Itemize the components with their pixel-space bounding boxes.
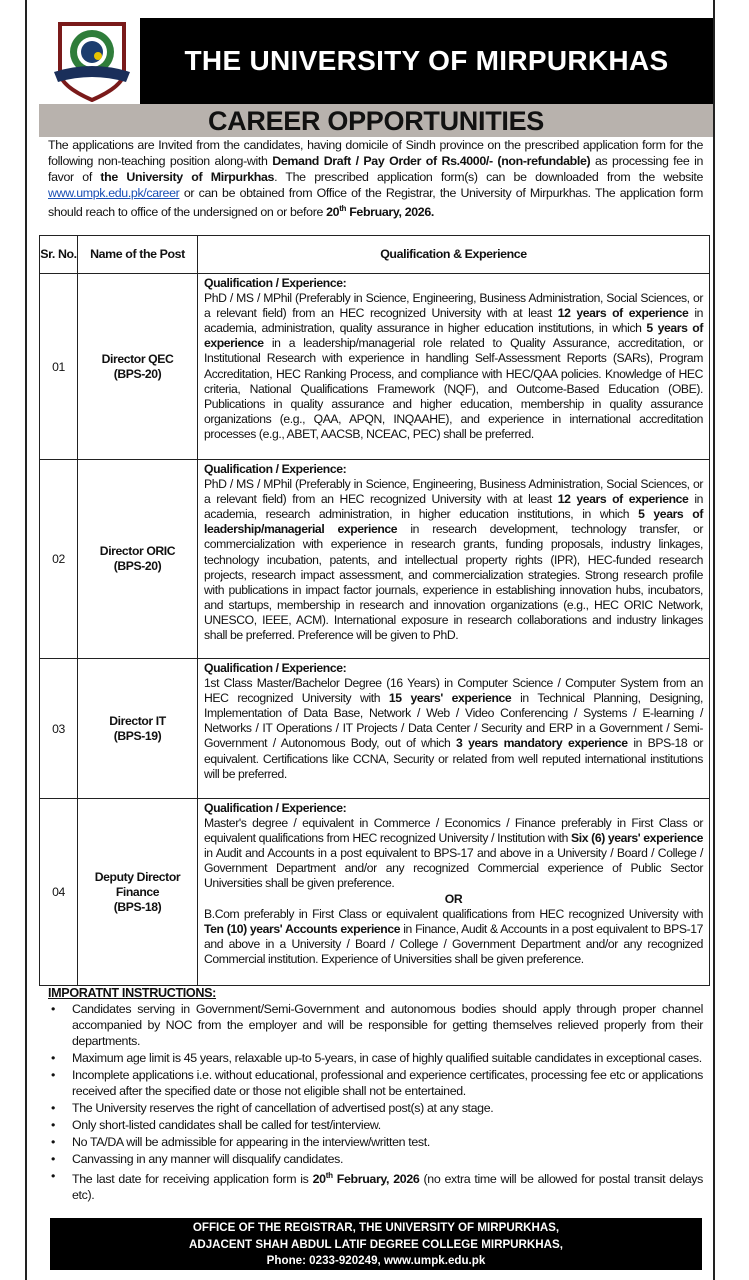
text-segment: The applications are Invited from the candidates, having domicile of Sindh province on the prescribed application form for the following non-teaching position along-with — [48, 138, 703, 168]
header-qualification: Qualification & Experience — [198, 236, 710, 274]
text-segment: No TA/DA will be admissible for appearing in the interview/written test. — [72, 1135, 430, 1149]
text-segment: in a leadership/managerial role related to Quality Assurance, accreditation, or Institutional Research with experience in handling Self-Assessment Reports (SARs), Program Accreditation, HEC Ranking Process, and compliance with HEC/QAA policies. Knowledge of HEC criteria, National Qualifications Framework (NQF), and Outcome-Based Education (OBE). Publications in quality assurance and higher education, membership in quality assurance organizations (e.g., QAA, APQN, INQAAHE), and experience in international accreditation processes (e.g., ABET, AACSB, NCEAC, PEC) shall be preferred. — [204, 336, 703, 441]
instruction-item — [48, 1134, 703, 1150]
intro-paragraph — [48, 137, 703, 220]
instruction-item — [48, 1067, 703, 1099]
table-row — [40, 659, 710, 799]
qualification-heading: Qualification / Experience: — [204, 462, 347, 476]
text-segment: 3 years mandatory experience — [456, 736, 628, 751]
qualification-heading: Qualification / Experience: — [204, 276, 347, 290]
post-scale: (BPS-20) — [113, 559, 162, 573]
text-segment: in BPS-18 or equivalent. Certifications like CCNA, Security or related from well reputed international institutions will be preferred. — [204, 736, 703, 781]
serial-number: 04 — [40, 799, 78, 986]
text-segment: 1st Class Master/Bachelor Degree (16 Years) in Computer Science / Computer System from an HEC recognized University with — [204, 676, 703, 706]
footer-line-address: ADJACENT SHAH ABDUL LATIF DEGREE COLLEGE MIRPURKHAS, — [188, 1237, 564, 1251]
qualification-cell — [198, 659, 710, 799]
registrar-address-footer — [50, 1218, 702, 1270]
text-segment: th — [339, 204, 347, 213]
text-segment: the University of Mirpurkhas — [100, 170, 275, 184]
qualification-text — [204, 477, 703, 643]
qualification-cell — [198, 274, 710, 460]
website-link[interactable]: www.umpk.edu.pk/career — [48, 186, 180, 200]
table-row — [40, 799, 710, 986]
text-segment: . The prescribed application form(s) can be downloaded from the website — [274, 170, 703, 184]
table-row — [40, 274, 710, 460]
text-segment: Only short-listed candidates shall be called for test/interview. — [72, 1118, 381, 1132]
table-header-row — [40, 236, 710, 274]
text-segment: in Audit and Accounts in a post equivalent to BPS-17 and above in a University / Board / College / Government Department and/or any recognized Commercial experience of Public Sector Universities shall be given preference. — [204, 846, 703, 891]
text-segment: (no extra time will be allowed for postal transit delays etc). — [72, 1172, 703, 1203]
or-separator: OR — [444, 891, 463, 906]
text-segment: The last date for receiving application form is — [72, 1172, 313, 1187]
text-segment: in research development, technology transfer, or commercialization with experience in research grants, funding proposals, industry linkages, technology incubation, patents, and intellectual property rights (IPR), HEC-funded research projects, research impact assessment, and commercialization strategies. Strong research profile with publications in impact factor journals, experience in establishing innovation hubs, incubators, and startups, membership in research and innovation organizations (e.g., HEC ORIC Network, UNESCO, IEEE, ACM). International exposure in research collaborations and industry linkages shall be preferred. Preference will be given to PhD. — [204, 522, 704, 643]
text-segment: Incomplete applications i.e. without educational, professional and experience certificates, processing fee etc or applications received after the specified date or those not eligible shall not be entertained. — [72, 1068, 703, 1098]
instruction-item — [48, 1050, 703, 1066]
qualification-text — [204, 291, 703, 442]
qualification-heading: Qualification / Experience: — [204, 801, 347, 815]
text-segment: th — [325, 1171, 333, 1180]
text-segment: Demand Draft / Pay Order of Rs.4000/- (non-refundable) — [272, 154, 591, 168]
text-segment: as processing fee in favor of — [48, 154, 704, 184]
university-logo — [52, 20, 132, 102]
text-segment: B.Com preferably in First Class or equivalent qualifications from HEC recognized University with — [204, 906, 703, 921]
text-segment: 12 years of experience — [557, 306, 689, 321]
table-row — [40, 460, 710, 659]
text-segment: in academia, research administration, in higher education institutions, in which — [204, 492, 703, 522]
qualification-text — [204, 907, 703, 967]
serial-number: 02 — [40, 460, 78, 659]
post-name-cell — [78, 274, 198, 460]
text-segment: PhD / MS / MPhil (Preferably in Science, Engineering, Business Administration, Social Sciences, or a relevant field) from an HEC recognized University with at least — [204, 291, 703, 321]
university-title: THE UNIVERSITY OF MIRPURKHAS — [140, 18, 713, 104]
qualification-heading: Qualification / Experience: — [204, 661, 347, 675]
instruction-item — [48, 1001, 703, 1049]
post-name: Director ORIC — [99, 544, 176, 558]
instructions-heading: IMPORATNT INSTRUCTIONS: — [48, 986, 217, 1000]
post-name-cell — [78, 659, 198, 799]
text-segment: February, 2026 — [332, 1172, 420, 1187]
text-segment: Canvassing in any manner will disqualify candidates. — [72, 1152, 344, 1166]
instruction-item — [48, 1100, 703, 1116]
text-segment: 12 years of experience — [557, 492, 689, 507]
text-segment: Six (6) years' experience — [571, 831, 703, 846]
text-segment: The University reserves the right of cancellation of advertised post(s) at any stage. — [72, 1101, 494, 1115]
text-segment: 20 — [312, 1172, 326, 1187]
footer-line-office: OFFICE OF THE REGISTRAR, THE UNIVERSITY OF MIRPURKHAS, — [192, 1221, 560, 1234]
text-segment: Master's degree / equivalent in Commerce / Economics / Finance preferably in First Class or equivalent qualifications from HEC recognized University / Institution with — [204, 816, 703, 846]
text-segment: 15 years' experience — [388, 691, 512, 706]
instruction-item — [48, 1168, 703, 1203]
text-segment: Candidates serving in Government/Semi-Government and autonomous bodies should apply through proper channel accompanied by NOC from the employer and will be responsible for getting themselves relieved properly from their departments. — [72, 1002, 703, 1048]
post-scale: (BPS-18) — [113, 899, 162, 914]
instruction-item — [48, 1151, 703, 1167]
text-segment: in Finance, Audit & Accounts in a post equivalent to BPS-17 and above in a University / Board / College / Government Department and/or any recognized Commercial institution. Experience of Universities shall be given preference. — [204, 921, 703, 966]
header-post-name: Name of the Post — [78, 236, 198, 274]
instructions-section — [48, 986, 703, 1204]
text-segment: 5 years of leadership/managerial experience — [204, 507, 703, 537]
qualification-text — [204, 676, 703, 782]
career-opportunities-heading: CAREER OPPORTUNITIES — [39, 104, 713, 137]
header-sr-no: Sr. No. — [40, 236, 78, 274]
text-segment: PhD / MS / MPhil (Preferably in Science, Engineering, Business Administration, Social Sciences, or a relevant field) from an HEC recognized University with at least — [204, 477, 703, 507]
text-segment: 20 — [326, 205, 340, 220]
qualification-text — [204, 816, 703, 891]
post-name: Director IT — [109, 713, 166, 728]
post-scale: (BPS-20) — [113, 366, 162, 381]
qualification-cell — [198, 460, 710, 659]
text-segment: Maximum age limit is 45 years, relaxable up-to 5-years, in case of highly qualified suitable candidates in exceptional cases. — [72, 1051, 702, 1065]
instruction-item — [48, 1117, 703, 1133]
post-name: Deputy Director Finance — [94, 869, 181, 899]
footer-line-contact: Phone: 0233-920249, www.umpk.edu.pk — [266, 1254, 486, 1267]
text-segment: or can be obtained from Office of the Registrar, the University of Mirpurkhas. The application form should reach to office of the undersigned on or before — [48, 186, 703, 220]
post-name: Director QEC — [101, 351, 174, 366]
post-name-cell — [78, 460, 198, 659]
post-scale: (BPS-19) — [113, 728, 162, 743]
serial-number: 01 — [40, 274, 78, 460]
serial-number: 03 — [40, 659, 78, 799]
qualification-cell — [198, 799, 710, 986]
positions-table — [39, 235, 710, 986]
text-segment: 5 years of experience — [204, 321, 703, 351]
post-name-cell — [78, 799, 198, 986]
text-segment: in Technical Planning, Designing, Implementation of Data Base, Network / Web / Video Conferencing / Systems / E-learning / Networks / IT Operations / IT Projects / Data Center / Security and ERP in a Government / Semi-Government / Autonomous Body, out of which — [204, 691, 703, 751]
text-segment: in academia, administration, quality assurance in higher education institutions, in which — [204, 306, 703, 336]
text-segment: February, 2026. — [346, 205, 434, 220]
text-segment: Ten (10) years' Accounts experience — [204, 921, 401, 936]
instructions-list — [48, 1001, 703, 1203]
